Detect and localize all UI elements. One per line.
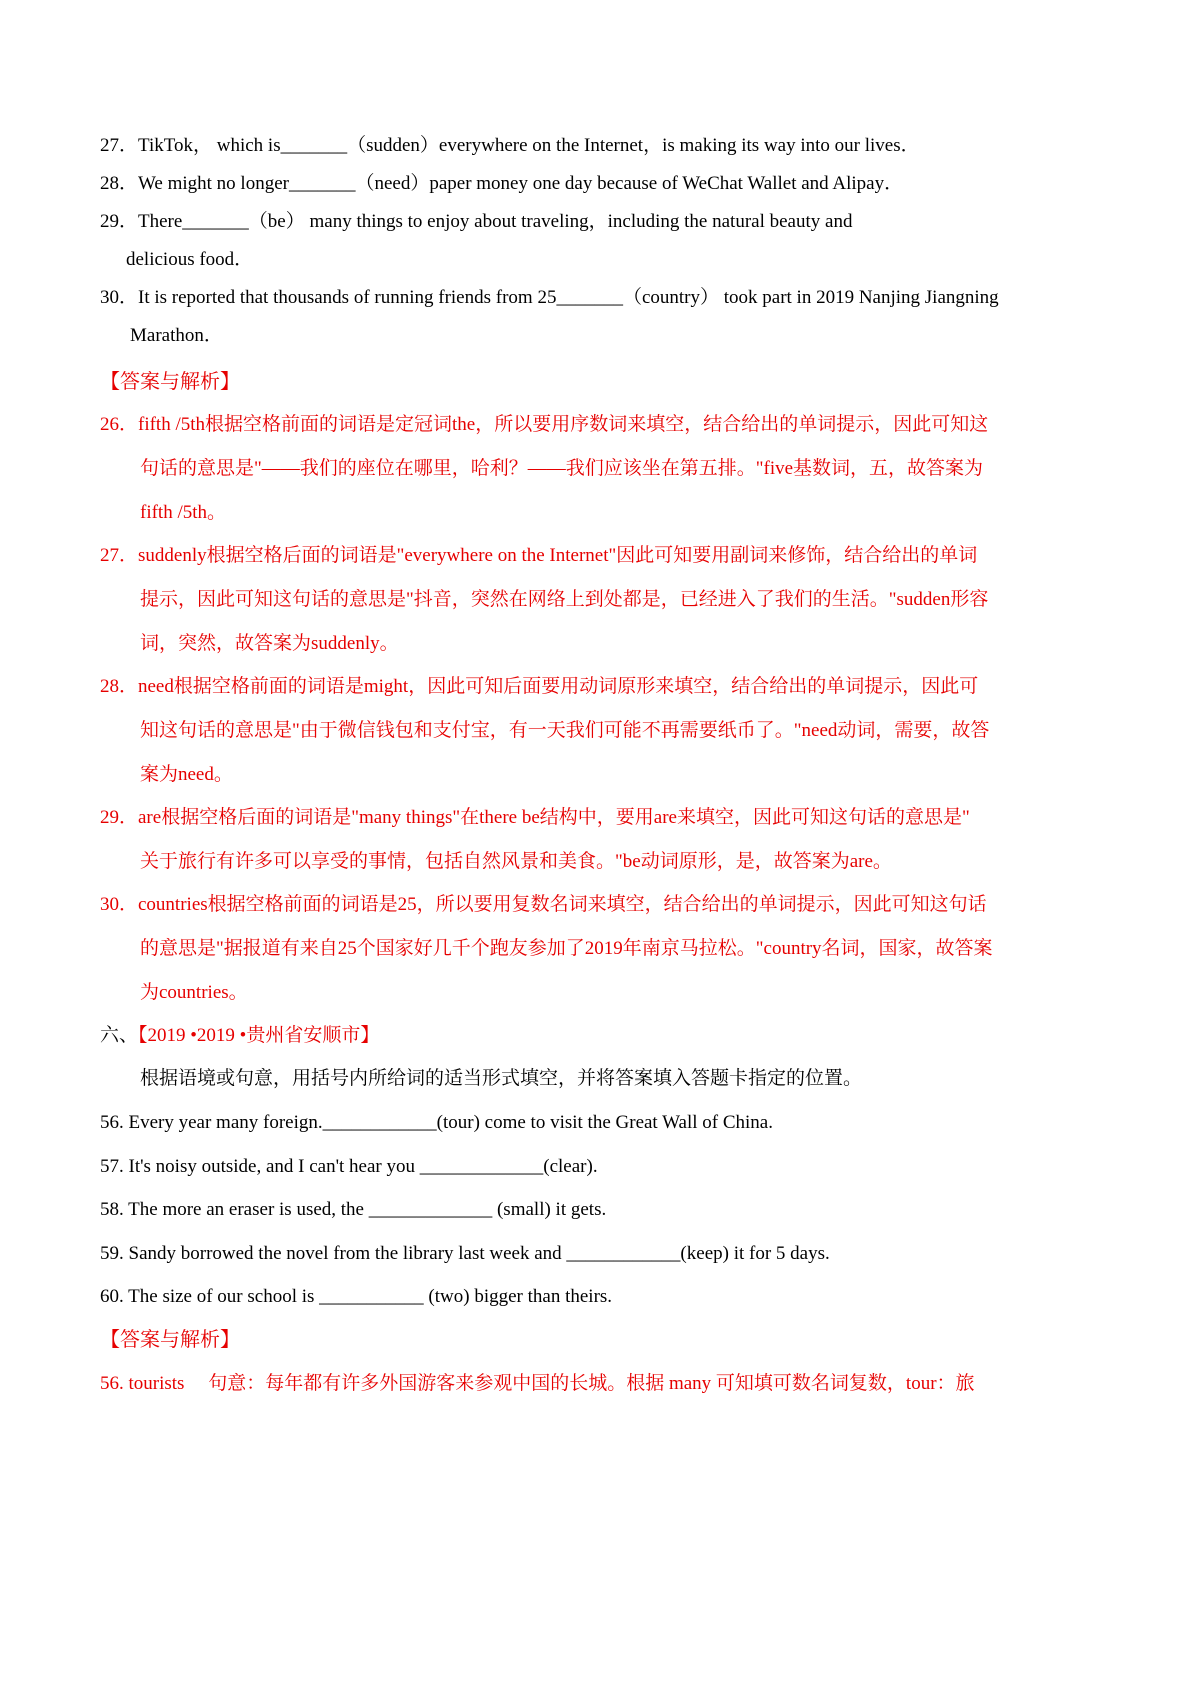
answer-26-cont: 句话的意思是"——我们的座位在哪里，哈利？——我们应该坐在第五排。"five基数词，五，故答案为 xyxy=(140,458,984,479)
question-30: 30．It is reported that thousands of running friends from 25_______（country） took part in 2019 Nanjing Jiangning xyxy=(100,287,999,308)
question-30-cont: Marathon． xyxy=(130,325,223,346)
answer-26: 26．fifth /5th根据空格前面的词语是定冠词the，所以要用序数词来填空，结合给出的单词提示，因此可知这 xyxy=(100,414,989,435)
question-58: 58. The more an eraser is used, the _____________ (small) it gets. xyxy=(100,1199,607,1220)
question-60: 60. The size of our school is ___________ (two) bigger than theirs. xyxy=(100,1286,613,1307)
section-title: 【2019 •2019 •贵州省安顺市】 xyxy=(138,1025,380,1046)
answer-28-cont: 案为need。 xyxy=(140,764,233,785)
question-29-cont: delicious food． xyxy=(126,249,254,270)
question-56: 56. Every year many foreign.____________(tour) come to visit the Great Wall of China. xyxy=(100,1112,773,1133)
answer-26-cont: fifth /5th。 xyxy=(140,502,227,523)
answer-30: 30．countries根据空格前面的词语是25，所以要用复数名词来填空，结合给出的单词提示，因此可知这句话 xyxy=(100,894,987,915)
section-header xyxy=(100,1023,379,1049)
answer-28-cont: 知这句话的意思是"由于微信钱包和支付宝，有一天我们可能不再需要纸币了。"need动词，需要，故答 xyxy=(140,720,990,741)
answer-header: 【答案与解析】 xyxy=(100,1329,240,1351)
answer-29-cont: 关于旅行有许多可以享受的事情，包括自然风景和美食。"be动词原形，是，故答案为are。 xyxy=(140,851,892,872)
answer-27-cont: 提示，因此可知这句话的意思是"抖音，突然在网络上到处都是，已经进入了我们的生活。"sudden形容 xyxy=(140,589,989,610)
question-29: 29．There_______（be） many things to enjoy about traveling，including the natural beauty and xyxy=(100,211,853,232)
answer-30-cont: 为countries。 xyxy=(140,982,248,1003)
instruction: 根据语境或句意，用括号内所给词的适当形式填空，并将答案填入答题卡指定的位置。 xyxy=(140,1068,863,1089)
section-prefix: 六、 xyxy=(100,1025,139,1046)
answer-30-cont: 的意思是"据报道有来自25个国家好几千个跑友参加了2019年南京马拉松。"country名词，国家，故答案 xyxy=(140,938,993,959)
answer-56: 56. tourists 句意：每年都有许多外国游客来参观中国的长城。根据 many 可知填可数名词复数，tour：旅 xyxy=(100,1373,975,1394)
answer-27: 27．suddenly根据空格后面的词语是"everywhere on the Internet"因此可知要用副词来修饰，结合给出的单词 xyxy=(100,545,978,566)
question-57: 57. It's noisy outside, and I can't hear you _____________(clear). xyxy=(100,1156,598,1177)
answer-header: 【答案与解析】 xyxy=(100,371,240,393)
question-59: 59. Sandy borrowed the novel from the library last week and ____________(keep) it for 5 days. xyxy=(100,1243,830,1264)
answer-27-cont: 词，突然，故答案为suddenly。 xyxy=(140,633,399,654)
question-28: 28．We might no longer_______（need）paper money one day because of WeChat Wallet and Alipay． xyxy=(100,173,904,194)
answer-29: 29．are根据空格后面的词语是"many things"在there be结构中，要用are来填空，因此可知这句话的意思是" xyxy=(100,807,970,828)
answer-28: 28．need根据空格前面的词语是might，因此可知后面要用动词原形来填空，结合给出的单词提示，因此可 xyxy=(100,676,979,697)
question-27: 27．TikTok， which is_______（sudden）everywhere on the Internet，is making its way into our lives． xyxy=(100,135,920,156)
